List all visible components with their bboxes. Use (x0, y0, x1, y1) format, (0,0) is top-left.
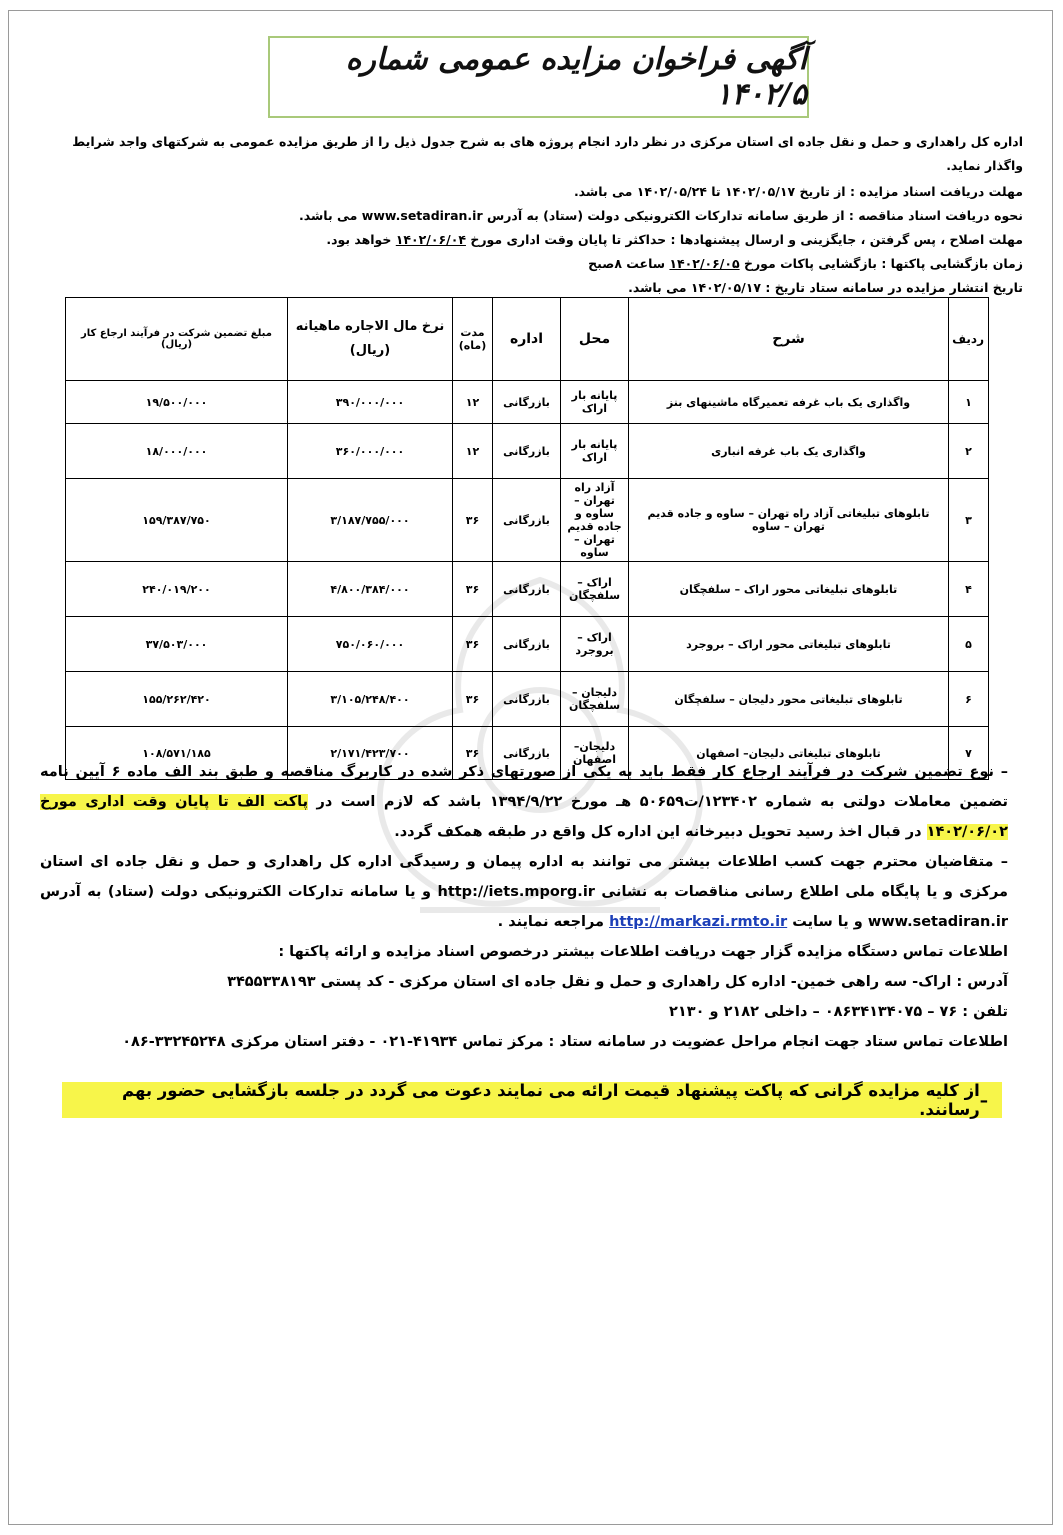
table-row (66, 424, 989, 479)
table-row (66, 479, 989, 562)
cell-place: دلیجان – سلفچگان (561, 672, 629, 727)
opening-tail: ساعت ۸صبح (588, 256, 666, 271)
final-text: از کلیه مزایده گرانی که پاکت پیشنهاد قیمت ارائه می نمایند دعوت می گردد در جلسه بازگشایی حضور بهم رسانند. (122, 1081, 980, 1119)
notes-section (40, 757, 1008, 1057)
note-info-b: مراجعه نمایند . (497, 914, 604, 930)
header-row-no: ردیف (949, 298, 989, 381)
cell-duration: ۱۲ (453, 381, 493, 424)
cell-place: اراک – سلفچگان (561, 562, 629, 617)
cell-dept: بازرگانی (493, 424, 561, 479)
note-guarantee-b: در قبال اخذ رسید تحویل دبیرخانه این اداره کل واقع در طبقه همکف گردد. (394, 824, 922, 840)
cell-rent: ۲/۱۷۱/۴۲۳/۷۰۰ (288, 727, 453, 780)
opening-date: ۱۴۰۲/۰۶/۰۵ (669, 256, 740, 271)
note-guarantee-highlight: پاکت الف تا پایان وقت اداری مورخ ۱۴۰۲/۰۶/۰۲ (40, 794, 1008, 840)
cell-guarantee: ۱۵۵/۲۶۲/۴۲۰ (66, 672, 288, 727)
page-title: آگهی فراخوان مزایده عمومی شماره ۱۴۰۲/۵ (345, 42, 807, 112)
note-guarantee-a: – نوع تضمین شرکت در فرآیند ارجاع کار فقط باید به یکی از صورتهای ذکر شده در کاربرگ مناقصه و طبق بند الف ماده ۶ آیین نامه تضمین معاملات دولتی به شماره ۱۲۳۴۰۲/ت۵۰۶۵۹ هـ مورخ ۱۳۹۴/۹/۲۲ باشد که لازم است در (40, 764, 1009, 810)
cell-dept: بازرگانی (493, 672, 561, 727)
cell-place: دلیجان– اصفهان (561, 727, 629, 780)
doc-deadline-label: مهلت دریافت اسناد مزایده : (849, 184, 1023, 199)
cell-rent: ۷۵۰/۰۶۰/۰۰۰ (288, 617, 453, 672)
publish-date: تاریخ انتشار مزایده در سامانه ستاد تاریخ : ۱۴۰۲/۰۵/۱۷ می باشد. (628, 280, 1023, 295)
cell-rent: ۴/۸۰۰/۳۸۴/۰۰۰ (288, 562, 453, 617)
cell-desc: تابلوهای تبلیغاتی دلیجان– اصفهان (629, 727, 949, 780)
submit-label: مهلت اصلاح ، پس گرفتن ، جایگزینی و ارسال پیشنهادها : (670, 232, 1023, 247)
cell-dept: بازرگانی (493, 479, 561, 562)
cell-guarantee: ۱۵۹/۳۸۷/۷۵۰ (66, 479, 288, 562)
cell-row-no: ۳ (949, 479, 989, 562)
cell-duration: ۳۶ (453, 617, 493, 672)
note-guarantee (40, 757, 1008, 847)
header-guarantee: مبلغ تضمین شرکت در فرآیند ارجاع کار (ریال) (66, 298, 288, 381)
header-duration: مدت (ماه) (453, 298, 493, 381)
cell-place: آزاد راه تهران – ساوه و جاده قدیم تهران – ساوه (561, 479, 629, 562)
submit-date: ۱۴۰۲/۰۶/۰۴ (395, 232, 466, 247)
cell-rent: ۳/۱۰۵/۲۴۸/۴۰۰ (288, 672, 453, 727)
opening-label: زمان بازگشایی پاکتها : (881, 256, 1023, 271)
markazi-link[interactable]: http://markazi.rmto.ir (609, 914, 788, 930)
opening-text: بازگشایی پاکات مورخ (743, 256, 877, 271)
final-dash: – (979, 1090, 988, 1110)
table-row (66, 672, 989, 727)
cell-duration: ۱۲ (453, 424, 493, 479)
final-invitation (62, 1082, 1002, 1118)
cell-rent: ۳/۱۸۷/۷۵۵/۰۰۰ (288, 479, 453, 562)
note-info (40, 847, 1008, 937)
cell-desc: واگذاری یک باب غرفه انباری (629, 424, 949, 479)
cell-guarantee: ۱۹/۵۰۰/۰۰۰ (66, 381, 288, 424)
cell-guarantee: ۱۸/۰۰۰/۰۰۰ (66, 424, 288, 479)
cell-duration: ۳۶ (453, 672, 493, 727)
cell-desc: تابلوهای تبلیغاتی محور اراک – سلفچگان (629, 562, 949, 617)
opening-time (40, 252, 1023, 276)
header-rent: نرخ مال الاجاره ماهیانه (ریال) (288, 298, 453, 381)
cell-guarantee: ۲۴۰/۰۱۹/۲۰۰ (66, 562, 288, 617)
doc-method-text: از طریق سامانه تدارکات الکترونیکی دولت (ستاد) به آدرس www.setadiran.ir می باشد. (299, 208, 845, 223)
header-place: محل (561, 298, 629, 381)
cell-row-no: ۱ (949, 381, 989, 424)
cell-place: اراک – بروجرد (561, 617, 629, 672)
cell-row-no: ۲ (949, 424, 989, 479)
table-row (66, 562, 989, 617)
cell-rent: ۳۹۰/۰۰۰/۰۰۰ (288, 381, 453, 424)
intro-section (40, 130, 1023, 300)
cell-dept: بازرگانی (493, 381, 561, 424)
doc-deadline-text: از تاریخ ۱۴۰۲/۰۵/۱۷ تا ۱۴۰۲/۰۵/۲۴ می باشد. (573, 184, 846, 199)
cell-row-no: ۴ (949, 562, 989, 617)
contact-address: آدرس : اراک- سه راهی خمین- اداره کل راهداری و حمل و نقل جاده ای استان مرکزی - کد پستی ۳۴۵۵۳۳۸۱۹۳ (227, 974, 1008, 990)
table-row (66, 617, 989, 672)
cell-desc: تابلوهای تبلیغاتی آزاد راه تهران – ساوه و جاده قدیم تهران – ساوه (629, 479, 949, 562)
cell-place: پایانه بار اراک (561, 424, 629, 479)
contact-heading: اطلاعات تماس دستگاه مزایده گزار جهت دریافت اطلاعات بیشتر درخصوص اسناد مزایده و ارائه پاکتها : (278, 944, 1008, 960)
header-desc: شرح (629, 298, 949, 381)
note-info-a: – متقاضیان محترم جهت کسب اطلاعات بیشتر می توانند به اداره پیمان و رسیدگی اداره کل راهداری و حمل و نقل جاده ای استان مرکزی و یا پایگاه ملی اطلاع رسانی مناقصات به نشانی http://iets.mporg.ir و یا سامانه تدارکات الکترونیکی دولت (ستاد) به آدرس www.setadiran.ir و یا سایت (40, 854, 1008, 930)
submit-text: حداکثر تا پایان وقت اداری مورخ (470, 232, 667, 247)
intro-lead: اداره کل راهداری و حمل و نقل جاده ای استان مرکزی در نظر دارد انجام پروژه های به شرح جدول ذیل را از طریق مزایده عمومی به شرکتهای واجد شرایط واگذار نماید. (72, 134, 1023, 173)
doc-method-label: نحوه دریافت اسناد مناقصه : (848, 208, 1023, 223)
setad-contact: اطلاعات تماس ستاد جهت انجام مراحل عضویت در سامانه ستاد : مرکز تماس ۴۱۹۳۴-۰۲۱ - دفتر استان مرکزی ۳۳۲۴۵۲۴۸-۰۸۶ (122, 1034, 1008, 1050)
cell-duration: ۳۶ (453, 727, 493, 780)
cell-desc: تابلوهای تبلیغاتی محور دلیجان – سلفچگان (629, 672, 949, 727)
table-row (66, 381, 989, 424)
cell-dept: بازرگانی (493, 562, 561, 617)
doc-method (40, 204, 1023, 228)
cell-row-no: ۷ (949, 727, 989, 780)
submit-tail: خواهد بود. (326, 232, 392, 247)
cell-row-no: ۵ (949, 617, 989, 672)
cell-dept: بازرگانی (493, 727, 561, 780)
header-dept: اداره (493, 298, 561, 381)
cell-dept: بازرگانی (493, 617, 561, 672)
cell-desc: تابلوهای تبلیغاتی محور اراک – بروجرد (629, 617, 949, 672)
cell-guarantee: ۳۷/۵۰۳/۰۰۰ (66, 617, 288, 672)
cell-guarantee: ۱۰۸/۵۷۱/۱۸۵ (66, 727, 288, 780)
title-box (268, 36, 809, 118)
cell-row-no: ۶ (949, 672, 989, 727)
cell-duration: ۳۶ (453, 479, 493, 562)
submit-deadline (40, 228, 1023, 252)
contact-phone: تلفن : ۷۶ – ۰۸۶۳۴۱۳۴۰۷۵ – داخلی ۲۱۸۲ و ۲۱۳۰ (669, 1004, 1008, 1020)
cell-rent: ۳۶۰/۰۰۰/۰۰۰ (288, 424, 453, 479)
cell-duration: ۳۶ (453, 562, 493, 617)
table-header-row (66, 298, 989, 381)
doc-deadline (40, 180, 1023, 204)
cell-place: پایانه بار اراک (561, 381, 629, 424)
cell-desc: واگذاری یک باب غرفه تعمیرگاه ماشینهای بنز (629, 381, 949, 424)
projects-table (65, 297, 989, 780)
